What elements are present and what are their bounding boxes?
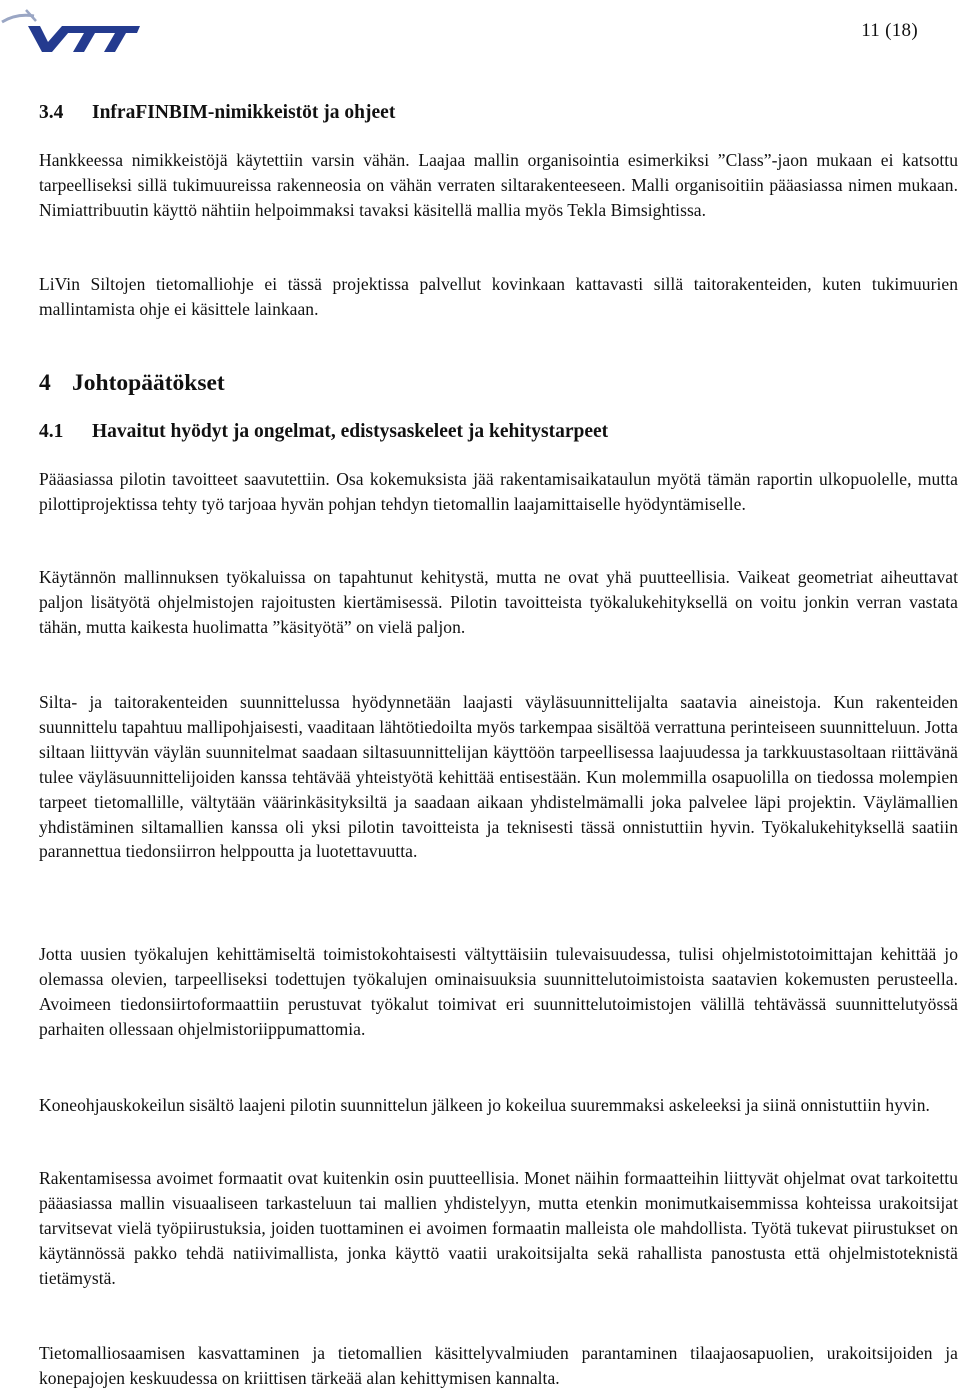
section-number: 3.4 (39, 102, 64, 123)
paragraph: Silta- ja taitorakenteiden suunnittelussa hyödynnetään laajasti väyläsuunnittelijalta saatavia aineistoja. Kun rakenteiden suunnittelu tapahtuu mallipohjaisesti, vaaditaan lähtötiedoilta myös tarkempaa sisältöä verrattuna perinteiseen suunnitteluun. Jotta siltaan liittyvän väylän suunnitelmat saadaan siltasuunnittelijan käyttöön tarpeellisessa laajuudessa ja tarkkuustasoltaan riittävänä tulee väyläsuunnittelijoiden kanssa tehtävää yhteistyötä kehittää entisestään. Kun molemmilla osapuolilla on tiedossa molempien tarpeet tietomallille, vältytään väärinkäsityksiltä ja saadaan aikaan yhdistelmämalli joka palvelee läpi projektin. Väylämallien yhdistäminen siltamallien kanssa oli yksi pilotin tavoitteista ja teknisesti tässä onnistuttiin hyvin. Työkalukehityksellä saatiin parannettua tiedonsiirron helppoutta ja luotettavuutta. (39, 692, 958, 862)
logo-swoosh (2, 15, 34, 22)
paragraph: Hankkeessa nimikkeistöjä käytettiin varsin vähän. Laajaa mallin organisointia esimerkiksi ”Class”-jaon mukaan ei katsottu tarpeelliseksi sillä tukimuureissa rakenneosia on vähän verraten siltarakenteeseen. Malli organisoitiin pääasiassa nimen mukaan. Nimiattribuutin käyttö nähtiin helpoimmaksi tavaksi käsitellä mallia myös Tekla Bimsightissa. (39, 150, 958, 220)
chapter-number: 4 (39, 370, 51, 396)
chapter-title: Johtopäätökset (72, 370, 225, 396)
paragraph: Koneohjauskokeilun sisältö laajeni pilotin suunnittelun jälkeen jo kokeilua suuremmaksi askeleeksi ja siinä onnistuttiin hyvin. (39, 1095, 930, 1115)
section-number: 4.1 (39, 421, 64, 442)
page-number: 11 (18) (861, 20, 918, 41)
section-title: Havaitut hyödyt ja ongelmat, edistysaskeleet ja kehitystarpeet (92, 421, 609, 442)
paragraph: Jotta uusien työkalujen kehittämiseltä toimistokohtaisesti vältyttäisiin tulevaisuudessa, tulisi ohjelmistotoimittajan kehittää jo olemassa olevien, tarpeelliseksi todettujen työkalujen ominaisuuksia suunnittelutoimistoista saatavien kokemusten perusteella. Avoimeen tiedonsiirtoformaattiin perustuvat työkalut toimivat eri suunnittelutoimistojen välillä tehtävässä suunnittelutyössä parhaiten ollessaan ohjelmistoriippumattomia. (39, 944, 958, 1039)
section-title: InfraFINBIM-nimikkeistöt ja ohjeet (92, 102, 396, 123)
logo-letter-t2 (97, 26, 140, 52)
paragraph: LiVin Siltojen tietomalliohje ei tässä projektissa palvellut kovinkaan kattavasti sillä taitorakenteiden, kuten tukimuurien mallintamista ohje ei käsittele lainkaan. (39, 274, 958, 319)
section-heading-3-4 (39, 101, 395, 125)
paragraph: Rakentamisessa avoimet formaatit ovat kuitenkin osin puutteellisia. Monet näihin formaatteihin liittyvät ohjelmat ovat tarkoitettu pääasiassa mallin visuaaliseen tarkasteluun tai mallien yhdistelyyn, mutta etenkin monimutkaisemmissa kohteissa urakoitsijat tarvitsevat vielä työpiirustuksia, joiden tuottaminen ei avoimen formaatin malleista ole mahdollista. Työtä tukevat piirustukset on käytännössä pakko tehdä natiivimallista, jonka käyttö vaatii urakoitsijalta sekä rahallista panostusta että ohjelmistoteknistä tietämystä. (39, 1168, 958, 1288)
paragraph: Pääasiassa pilotin tavoitteet saavutettiin. Osa kokemuksista jää rakentamisaikataulun myötä tämän raportin ulkopuolelle, mutta pilottiprojektissa tehty työ tarjoaa hyvän pohjan tehdyn tietomallin laajamittaiselle hyödyntämiselle. (39, 469, 958, 514)
paragraph: Käytännön mallinnuksen työkaluissa on tapahtunut kehitystä, mutta ne ovat yhä puutteellisia. Vaikeat geometriat aiheuttavat paljon lisätyötä ohjelmistojen rajoitusten kiertämisessä. Pilotin tavoitteista työkalukehityksellä on voitu jonkin verran vastata tähän, mutta kaikesta huolimatta ”käsityötä” on vielä paljon. (39, 567, 958, 637)
section-heading-4-1 (39, 420, 608, 444)
paragraph: Tietomalliosaamisen kasvattaminen ja tietomallien käsittelyvalmiuden parantaminen tilaajaosapuolien, urakoitsijoiden ja konepajojen keskuudessa on kriittisen tärkeää alan kehittymisen kannalta. (39, 1343, 958, 1388)
chapter-heading-4 (39, 369, 225, 397)
vtt-logo (0, 2, 140, 54)
